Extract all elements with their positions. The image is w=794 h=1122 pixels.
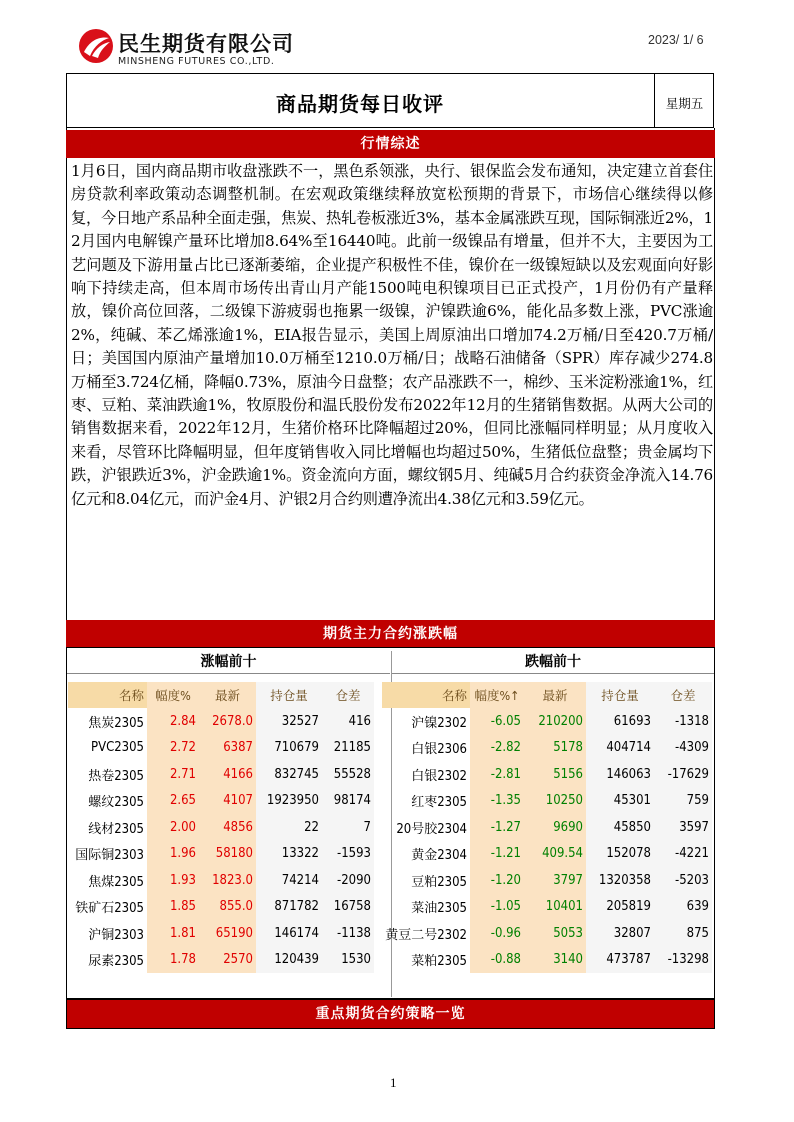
gainers-table <box>68 682 374 973</box>
strategy-frame <box>66 999 715 1029</box>
table-row <box>68 894 374 921</box>
last-price: 10250 <box>524 788 586 815</box>
table-row <box>68 947 374 974</box>
oi-change: 21185 <box>322 735 374 762</box>
open-interest: 74214 <box>256 867 322 894</box>
contract-name: 国际铜2303 <box>75 848 144 864</box>
last-price: 58180 <box>199 841 256 868</box>
open-interest: 205819 <box>586 894 654 921</box>
table-row <box>68 920 374 947</box>
change-pct: -2.81 <box>470 761 524 788</box>
last-price: 3140 <box>524 947 586 974</box>
last-price: 5053 <box>524 920 586 947</box>
open-interest: 22 <box>256 814 322 841</box>
last-price: 5178 <box>524 735 586 762</box>
section-header-strategy: 重点期货合约策略一览 <box>66 1000 715 1028</box>
open-interest: 473787 <box>586 947 654 974</box>
column-header: 持仓量 <box>256 682 322 708</box>
column-header: 幅度% <box>147 682 199 708</box>
last-price: 409.54 <box>524 841 586 868</box>
column-header: 持仓量 <box>586 682 654 708</box>
contract-name: 焦煤2305 <box>88 874 144 890</box>
contract-name: 热卷2305 <box>88 768 144 784</box>
change-pct: 1.93 <box>147 867 199 894</box>
table-row <box>382 788 712 815</box>
column-header: 最新 <box>524 682 586 708</box>
page-title: 商品期货每日收评 <box>276 92 444 116</box>
change-pct: -1.20 <box>470 867 524 894</box>
contract-name: 黄金2304 <box>411 848 467 864</box>
change-pct: -0.96 <box>470 920 524 947</box>
oi-change: -2090 <box>322 867 374 894</box>
change-pct: 2.72 <box>147 735 199 762</box>
last-price: 3797 <box>524 867 586 894</box>
change-pct: -1.21 <box>470 841 524 868</box>
change-pct: 1.96 <box>147 841 199 868</box>
open-interest: 871782 <box>256 894 322 921</box>
change-pct: 2.71 <box>147 761 199 788</box>
change-pct: 2.84 <box>147 708 199 735</box>
open-interest: 146174 <box>256 920 322 947</box>
page-number: 1 <box>390 1075 397 1090</box>
last-price: 5156 <box>524 761 586 788</box>
oi-change: 3597 <box>654 814 712 841</box>
open-interest: 32807 <box>586 920 654 947</box>
losers-title: 跌幅前十 <box>392 651 714 674</box>
table-row <box>68 788 374 815</box>
oi-change: -1138 <box>322 920 374 947</box>
oi-change: -13298 <box>654 947 712 974</box>
change-pct: 1.81 <box>147 920 199 947</box>
oi-change: 16758 <box>322 894 374 921</box>
change-pct: -2.82 <box>470 735 524 762</box>
open-interest: 32527 <box>256 708 322 735</box>
last-price: 2570 <box>199 947 256 974</box>
contract-name: 螺纹2305 <box>88 795 144 811</box>
column-header: 最新 <box>199 682 256 708</box>
oi-change: 639 <box>654 894 712 921</box>
oi-change: 416 <box>322 708 374 735</box>
open-interest: 832745 <box>256 761 322 788</box>
open-interest: 1923950 <box>256 788 322 815</box>
contract-name: PVC2305 <box>91 740 144 756</box>
table-row <box>68 867 374 894</box>
table-row <box>382 841 712 868</box>
oi-change: 759 <box>654 788 712 815</box>
oi-change: -4221 <box>654 841 712 868</box>
oi-change: 875 <box>654 920 712 947</box>
last-price: 210200 <box>524 708 586 735</box>
table-row <box>382 947 712 974</box>
contract-name: 沪镍2302 <box>411 715 467 731</box>
company-name-cn: 民生期货有限公司 <box>118 32 294 56</box>
last-price: 10401 <box>524 894 586 921</box>
losers-header-row <box>382 682 712 708</box>
oi-change: 55528 <box>322 761 374 788</box>
open-interest: 45850 <box>586 814 654 841</box>
open-interest: 146063 <box>586 761 654 788</box>
contract-name: 黄豆二号2302 <box>385 927 467 943</box>
table-row <box>68 814 374 841</box>
open-interest: 45301 <box>586 788 654 815</box>
gainers-header-row <box>68 682 374 708</box>
open-interest: 120439 <box>256 947 322 974</box>
oi-change: -1593 <box>322 841 374 868</box>
oi-change: -17629 <box>654 761 712 788</box>
table-row <box>68 708 374 735</box>
table-row <box>382 867 712 894</box>
last-price: 2678.0 <box>199 708 256 735</box>
report-date: 2023/ 1/ 6 <box>648 33 704 47</box>
change-pct: -6.05 <box>470 708 524 735</box>
change-pct: 1.78 <box>147 947 199 974</box>
table-row <box>382 894 712 921</box>
weekday-label: 星期五 <box>665 96 704 111</box>
company-name-en: MINSHENG FUTURES CO.,LTD. <box>118 56 275 67</box>
column-header: 幅度%↑ <box>470 682 524 708</box>
last-price: 4856 <box>199 814 256 841</box>
last-price: 6387 <box>199 735 256 762</box>
contract-name: 白银2306 <box>411 742 467 758</box>
table-row <box>68 761 374 788</box>
oi-change: 98174 <box>322 788 374 815</box>
table-row <box>382 920 712 947</box>
contract-name: 菜油2305 <box>411 901 467 917</box>
section-header-overview: 行情综述 <box>66 130 715 158</box>
table-row <box>68 841 374 868</box>
contract-name: 尿素2305 <box>88 954 144 970</box>
contract-name: 红枣2305 <box>411 795 467 811</box>
contract-name: 沪铜2303 <box>88 927 144 943</box>
column-header: 名称 <box>68 682 147 708</box>
last-price: 4107 <box>199 788 256 815</box>
minsheng-logo-icon <box>78 28 114 64</box>
change-pct: -1.27 <box>470 814 524 841</box>
open-interest: 1320358 <box>586 867 654 894</box>
column-header: 名称 <box>382 682 470 708</box>
table-row <box>382 814 712 841</box>
table-row <box>68 735 374 762</box>
open-interest: 404714 <box>586 735 654 762</box>
oi-change: 7 <box>322 814 374 841</box>
table-row <box>382 708 712 735</box>
open-interest: 13322 <box>256 841 322 868</box>
open-interest: 61693 <box>586 708 654 735</box>
contract-name: 焦炭2305 <box>88 715 144 731</box>
oi-change: -4309 <box>654 735 712 762</box>
change-pct: 2.65 <box>147 788 199 815</box>
change-pct: 1.85 <box>147 894 199 921</box>
gainers-title: 涨幅前十 <box>67 651 390 674</box>
contract-name: 菜粕2305 <box>411 954 467 970</box>
last-price: 1823.0 <box>199 867 256 894</box>
last-price: 4166 <box>199 761 256 788</box>
open-interest: 152078 <box>586 841 654 868</box>
column-header: 仓差 <box>322 682 374 708</box>
last-price: 9690 <box>524 814 586 841</box>
contract-name: 白银2302 <box>411 768 467 784</box>
oi-change: 1530 <box>322 947 374 974</box>
contract-name: 铁矿石2305 <box>75 901 144 917</box>
contract-name: 20号胶2304 <box>396 821 467 837</box>
oi-change: -1318 <box>654 708 712 735</box>
market-summary-text: 1月6日，国内商品期市收盘涨跌不一，黑色系领涨，央行、银保监会发布通知，决定建立首套住房贷款利率政策动态调整机制。在宏观政策继续释放宽松预期的背景下，市场信心继续得以修复，今日地产系品种全面走强，焦炭、热轧卷板涨近3%，基本金属涨跌互现，国际铜涨近2%，12月国内电解镍产量环比增加8.64%至16440吨。此前一级镍品有增量，但并不大，主要因为工艺问题及下游用量占比已逐渐萎缩，企业提产积极性不佳，镍价在一级镍短缺以及宏观面向好影响下持续走高，但本周市场传出青山月产能1500吨电积镍项目已正式投产，1月份仍有产量释放，镍价高位回落，二级镍下游疲弱也拖累一级镍，沪镍跌逾6%，能化品多数上涨，PVC涨逾2%，纯碱、苯乙烯涨逾1%，EIA报告显示，美国上周原油出口增加74.2万桶/日至420.7万桶/日；美国国内原油产量增加10.0万桶至1210.0万桶/日；战略石油储备（SPR）库存减少274.8万桶至3.724亿桶，降幅0.73%，原油今日盘整；农产品涨跌不一，棉纱、玉米淀粉涨逾1%，红枣、豆粕、菜油跌逾1%，牧原股份和温氏股份发布2022年12月的生猪销售数据。从两大公司的销售数据来看，2022年12月，生猪价格环比降幅超过20%，但同比涨幅同样明显；从月度收入来看，尽管环比降幅明显，但年度销售收入同比增幅也均超过50%，生猪低位盘整；贵金属均下跌，沪银跌近3%，沪金跌逾1%。资金流向方面，螺纹钢5月、纯碱5月合约获资金净流入14.76亿元和8.04亿元，而沪金4月、沪银2月合约则遭净流出4.38亿元和3.59亿元。 <box>71 162 713 508</box>
column-header: 仓差 <box>654 682 712 708</box>
contract-name: 豆粕2305 <box>411 874 467 890</box>
losers-table <box>382 682 712 973</box>
last-price: 65190 <box>199 920 256 947</box>
change-pct: 2.00 <box>147 814 199 841</box>
oi-change: -5203 <box>654 867 712 894</box>
change-pct: -0.88 <box>470 947 524 974</box>
last-price: 855.0 <box>199 894 256 921</box>
open-interest: 710679 <box>256 735 322 762</box>
contract-name: 线材2305 <box>88 821 144 837</box>
change-pct: -1.35 <box>470 788 524 815</box>
table-row <box>382 735 712 762</box>
table-row <box>382 761 712 788</box>
section-header-main-contracts: 期货主力合约涨跌幅 <box>66 620 715 648</box>
change-pct: -1.05 <box>470 894 524 921</box>
